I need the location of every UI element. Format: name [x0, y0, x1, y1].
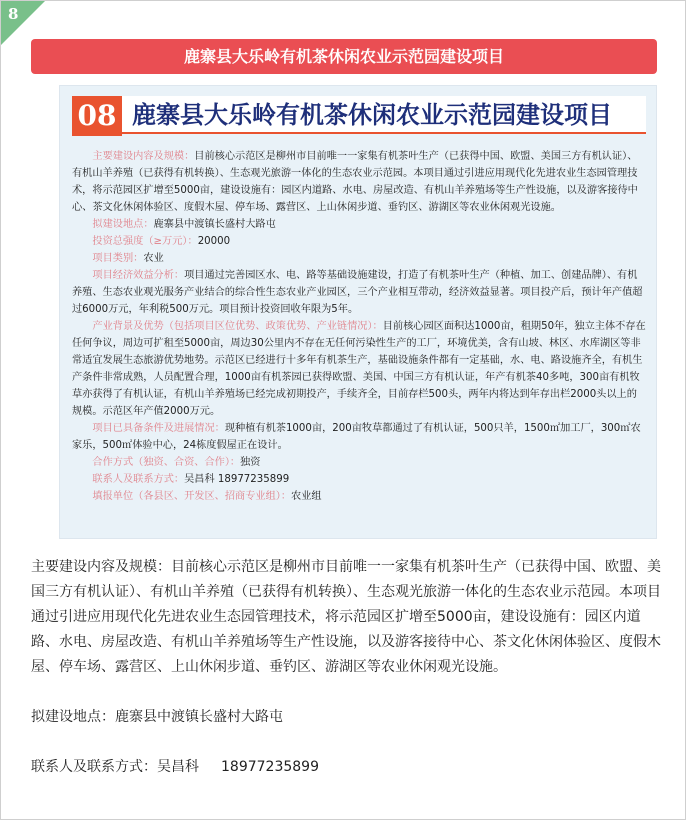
field-label: 联系人及联系方式： [92, 474, 185, 485]
field-label: 主要建设内容及规模： [92, 151, 195, 162]
field-label: 拟建设地点： [92, 219, 154, 230]
field-benefit [72, 267, 646, 318]
field-label: 项目已具备条件及进展情况： [92, 423, 225, 434]
field-value: 20000 [197, 236, 231, 247]
field-progress [72, 420, 646, 454]
card-number: 08 [72, 96, 122, 136]
field-label: 合作方式（独资、合资、合作）： [92, 457, 241, 468]
field-value: 农业组 [291, 491, 322, 502]
field-location [72, 216, 646, 233]
field-cooperation [72, 454, 646, 471]
field-unit [72, 488, 646, 505]
field-value: 吴昌科 18977235899 [184, 474, 290, 485]
field-label: 项目类别： [92, 253, 144, 264]
field-value: 项目通过完善园区水、电、路等基础设施建设，打造了有机茶叶生产（种植、加工、创建品牌）、有机养殖、生态农业观光服务产业结合的综合性生态农业产业园区，三个产业相互带动，经济效益显著。项目投产后，预计年产值超过6000万元，年利税500万元。项目预计投资回收年限为5年。 [72, 270, 643, 315]
card-title: 鹿寨县大乐岭有机茶休闲农业示范园建设项目 [122, 96, 646, 134]
contact-phone: 18977235899 [221, 759, 319, 775]
body-location: 拟建设地点：鹿寨县中渡镇长盛村大路屯 [31, 709, 283, 725]
field-value: 目前核心园区面积达1000亩，租期50年，独立主体不存在任何争议，周边可扩租至5000亩，周边30公里内不存在无任何污染性生产的工厂，环境优美，含有山坡、林区、水库湖区等非常适宜发展生态旅游优势地势。示范区已经进行十多年有机茶生产，基础设施条件都有一定基础，水、电、路设施齐全，有机生产条件非常成熟，人员配置合理，1000亩有机茶园已获得欧盟、美国、中国三方有机认证，年产有机茶40多吨，300亩有机牧草亦获得了有机认证，有机山羊养殖场已经完成初期投产，手续齐全，目前存栏500头，两年内将达到年存出栏2000头以上的规模。示范区年产值2000万元。 [72, 321, 646, 417]
field-value: 鹿寨县中渡镇长盛村大路屯 [153, 219, 276, 230]
body-paragraph-scale: 主要建设内容及规模：目前核心示范区是柳州市目前唯一一家集有机茶叶生产（已获得中国、欧盟、美国三方有机认证）、有机山羊养殖（已获得有机转换）、生态观光旅游一体化的生态农业示范园。本项目通过引进应用现代化先进农业生态园管理技术，将示范园区扩增至5000亩，建设设施有：园区内道路、水电、房屋改造、有机山羊养殖场等生产性设施，以及游客接待中心、茶文化休闲体验区、度假木屋、停车场、露营区、上山休闲步道、垂钓区、游湖区等农业休闲观光设施。 [31, 559, 661, 675]
body-text [31, 555, 663, 780]
field-label: 投资总强度（≥万元）： [92, 236, 198, 247]
field-value: 目前核心示范区是柳州市目前唯一一家集有机茶叶生产（已获得中国、欧盟、美国三方有机认证）、有机山羊养殖（已获得有机转换）、生态观光旅游一体化的生态农业示范园。本项目通过引进应用现代化先进农业生态园管理技术，将示范园区扩增至5000亩，建设设施有：园区内道路、水电、房屋改造、有机山羊养殖场等生产性设施，以及游客接待中心、茶文化休闲体验区、度假木屋、停车场、露营区、上山休闲步道、垂钓区、游湖区等农业休闲观光设施。 [72, 151, 638, 213]
field-value: 独资 [240, 457, 261, 468]
field-label: 产业背景及优势（包括项目区位优势、政策优势、产业链情况）： [92, 321, 383, 332]
field-scale [72, 148, 646, 216]
field-background [72, 318, 646, 420]
field-label: 项目经济效益分析： [92, 270, 185, 281]
field-value: 现种植有机茶1000亩，200亩牧草都通过了有机认证，500只羊，1500㎡加工厂，300㎡农家乐，500㎡体验中心，24栋度假屋正在设计。 [72, 423, 641, 451]
card-fields [72, 148, 646, 505]
field-category [72, 250, 646, 267]
card-header [72, 96, 646, 136]
corner-number: 8 [8, 5, 19, 23]
project-card-image [59, 85, 657, 539]
field-label: 填报单位（各县区、开发区、招商专业组）： [92, 491, 292, 502]
contact-label: 联系人及联系方式：吴昌科 [31, 759, 199, 775]
field-contact [72, 471, 646, 488]
banner-title: 鹿寨县大乐岭有机茶休闲农业示范园建设项目 [31, 39, 657, 74]
body-contact [31, 755, 663, 780]
field-investment [72, 233, 646, 250]
field-value: 农业 [143, 253, 164, 264]
